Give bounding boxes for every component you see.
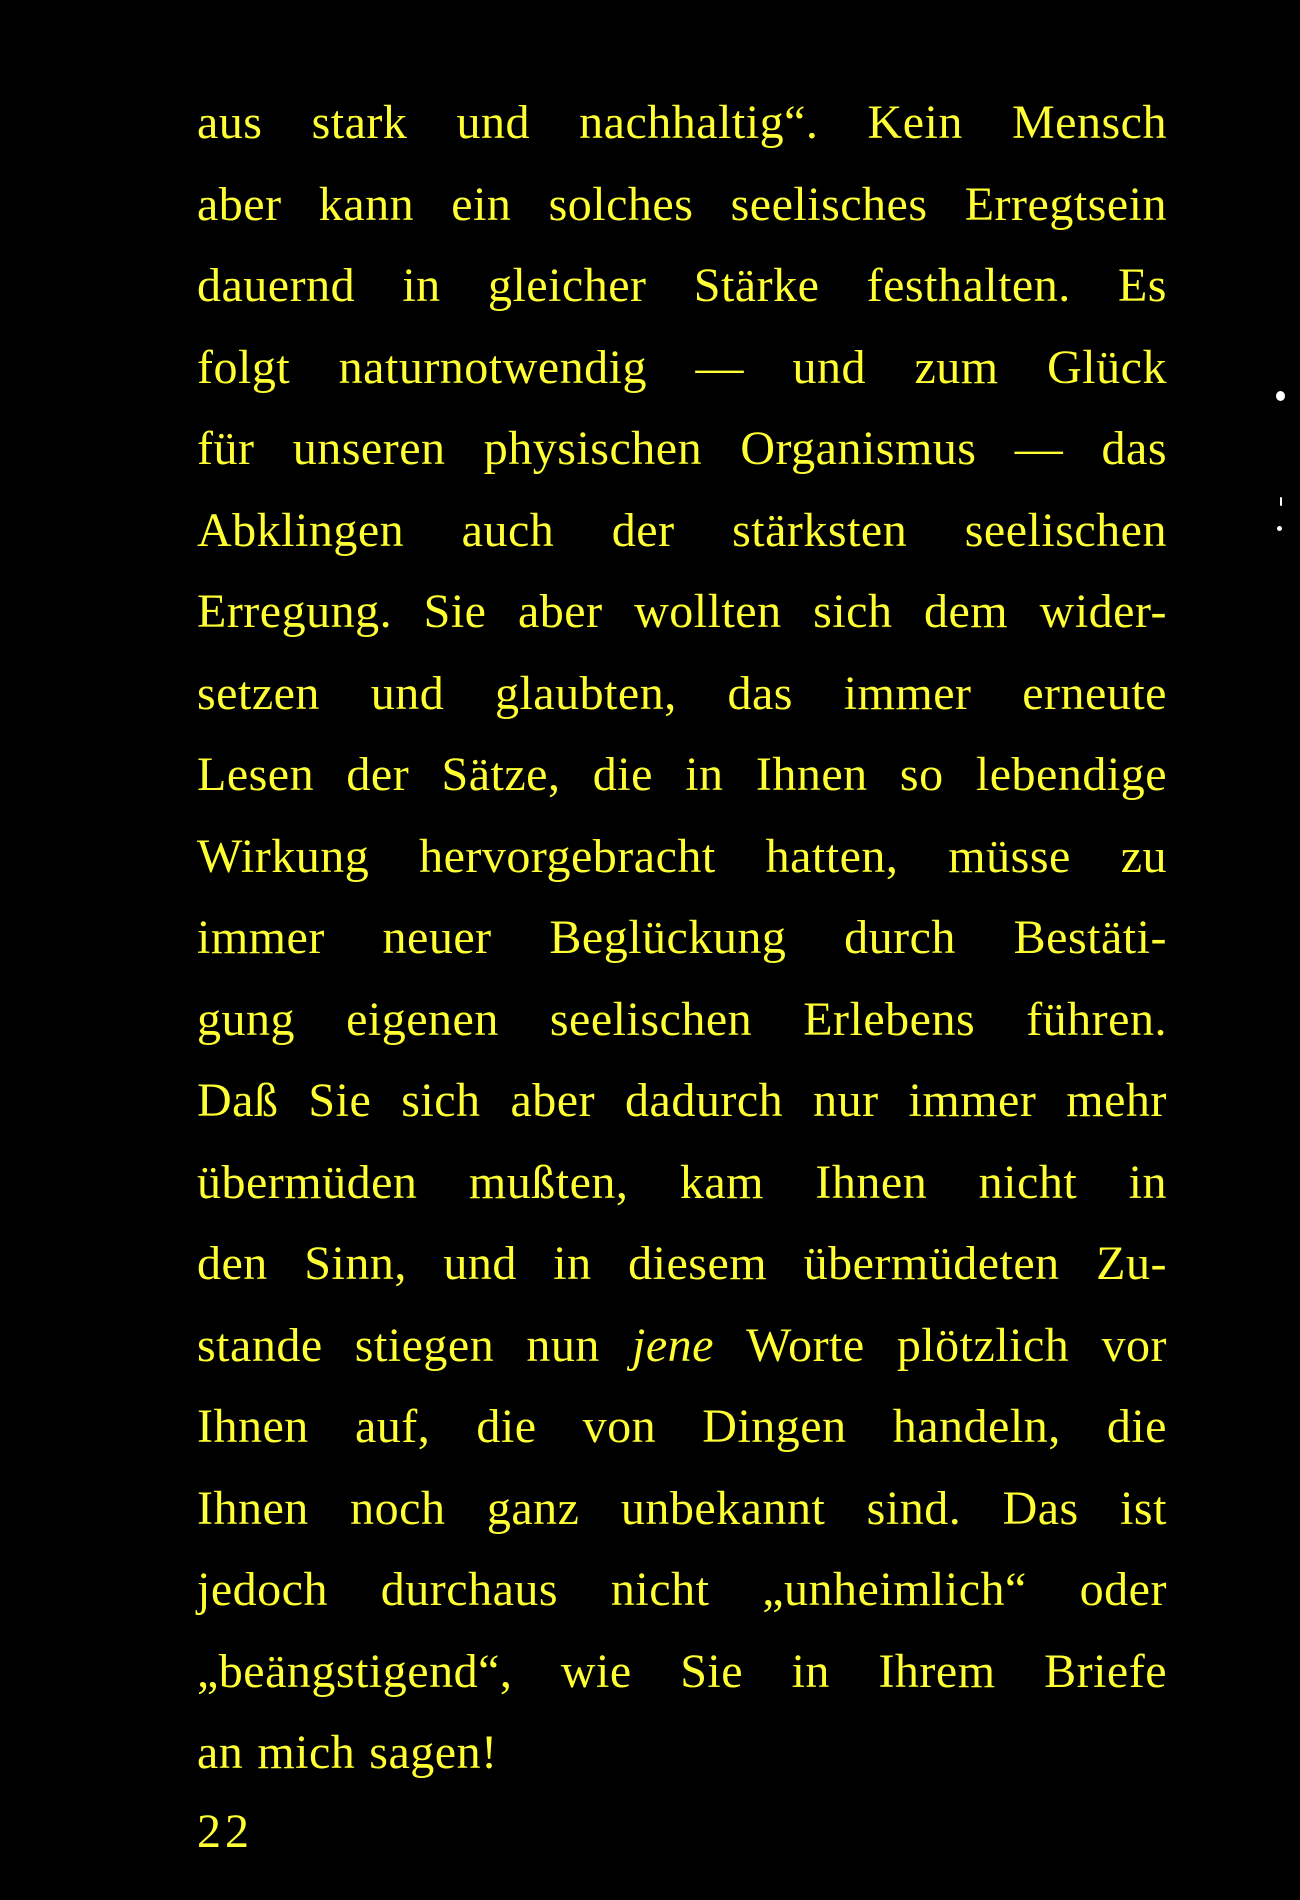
text-word: wollten (634, 585, 782, 638)
text-word: dauernd (197, 259, 356, 312)
text-word: stiegen (354, 1318, 495, 1372)
text-line (197, 1468, 1167, 1550)
text-line (197, 1305, 1167, 1387)
text-word: Kein (867, 96, 963, 149)
text-word: und (443, 1237, 517, 1290)
text-word: die (476, 1400, 537, 1453)
text-line (197, 1142, 1167, 1224)
text-word: nachhaltig“. (579, 96, 819, 149)
text-word: führen. (1026, 992, 1167, 1046)
text-word: aus (197, 96, 263, 149)
text-word: seelischen (549, 992, 753, 1046)
text-word: Lesen (197, 748, 315, 801)
text-word: immer (843, 666, 972, 720)
text-word: lebendige (975, 748, 1167, 801)
text-word: und (370, 666, 445, 720)
text-word: von (582, 1400, 657, 1453)
text-word: Ihnen (197, 1481, 309, 1535)
text-word: auf, (354, 1400, 431, 1453)
text-word: mußten, (468, 1155, 629, 1209)
text-word: Sie (680, 1644, 744, 1698)
text-line (197, 82, 1167, 164)
text-word: plötzlich (896, 1318, 1070, 1372)
text-word: seelischen (964, 503, 1167, 557)
page-number: 22 (197, 1805, 253, 1858)
text-word: noch (350, 1481, 446, 1535)
body-text (197, 82, 1167, 1794)
text-word: zum (914, 340, 999, 394)
text-word: das (727, 666, 793, 720)
text-word: und (792, 340, 866, 394)
text-line (197, 1631, 1167, 1713)
text-word: Wirkung (197, 829, 370, 883)
text-word: dadurch (625, 1074, 784, 1127)
text-word: den (197, 1237, 268, 1290)
text-word: aber (510, 1074, 596, 1127)
text-line (197, 1386, 1167, 1468)
scan-speck (1280, 497, 1282, 506)
text-word: Organismus (740, 422, 977, 475)
text-word: übermüden (197, 1155, 418, 1209)
text-line (197, 1060, 1167, 1142)
text-line (197, 164, 1167, 246)
text-word: aber (518, 585, 603, 638)
text-word: durchaus (380, 1563, 559, 1616)
text-word: Glück (1047, 340, 1167, 394)
text-line (197, 816, 1167, 898)
text-word: Ihnen (197, 1400, 309, 1453)
text-word: oder (1079, 1563, 1167, 1616)
text-line (197, 1223, 1167, 1305)
text-word: festhalten. (866, 259, 1071, 312)
text-word: seelisches (730, 177, 928, 231)
text-word: gung (197, 992, 295, 1046)
text-word: — (695, 340, 744, 394)
text-word: Es (1117, 259, 1167, 312)
text-word: „beängstigend“, (197, 1644, 513, 1698)
text-word: jedoch (197, 1563, 328, 1616)
text-word: stark (311, 96, 408, 149)
text-line (197, 653, 1167, 735)
text-word: eigenen (346, 992, 499, 1046)
text-word: hatten, (765, 829, 899, 883)
text-word: in (685, 748, 724, 801)
text-word: durch (844, 911, 956, 964)
text-word: ist (1120, 1481, 1167, 1535)
text-word: Ihrem (878, 1644, 996, 1698)
text-word: Stärke (693, 259, 820, 312)
text-line (197, 1712, 1167, 1794)
text-word: erneute (1022, 666, 1167, 720)
text-word: nicht (978, 1155, 1078, 1209)
text-word: Bestäti- (1013, 911, 1167, 964)
text-word: stärksten (732, 503, 908, 557)
scan-speck (1276, 391, 1285, 401)
text-word: handeln, (892, 1400, 1061, 1453)
text-word: ganz (486, 1481, 580, 1535)
text-word: dem (924, 585, 1009, 638)
text-word: in (791, 1644, 830, 1698)
text-word: übermüdeten (803, 1237, 1060, 1290)
text-line (197, 897, 1167, 979)
text-word: wider- (1039, 585, 1167, 638)
text-line (197, 245, 1167, 327)
text-word: in (553, 1237, 592, 1290)
text-word: für (197, 422, 255, 475)
text-word: Sie (423, 585, 487, 638)
text-word: gleicher (487, 259, 647, 312)
text-line (197, 490, 1167, 572)
text-word: das (1101, 422, 1167, 475)
text-word: Dingen (702, 1400, 847, 1453)
text-word: die (1106, 1400, 1167, 1453)
text-word: mich (257, 1726, 356, 1779)
text-word: zu (1120, 829, 1167, 883)
text-word: neuer (382, 911, 492, 964)
text-word: „unheimlich“ (762, 1563, 1027, 1616)
text-word: und (456, 96, 531, 149)
text-word: — (1014, 422, 1064, 475)
text-line (197, 1549, 1167, 1631)
text-word: nicht (610, 1563, 710, 1616)
text-word: Ihnen (815, 1155, 928, 1209)
text-word: Briefe (1044, 1644, 1167, 1698)
text-word: Sätze, (441, 748, 561, 801)
text-word: glaubten, (494, 666, 677, 720)
text-word: mehr (1066, 1074, 1167, 1127)
text-word: ein (451, 177, 512, 231)
text-word: naturnotwendig (338, 340, 647, 394)
text-word: Abklingen (197, 503, 405, 557)
text-word: kann (318, 177, 415, 231)
text-word: Zu- (1096, 1237, 1167, 1290)
text-word: der (346, 748, 410, 801)
text-word: Worte (746, 1318, 865, 1372)
text-word: Sinn, (304, 1237, 407, 1290)
text-word: so (899, 748, 944, 801)
text-word: in (1128, 1155, 1167, 1209)
text-word: aber (197, 177, 282, 231)
text-line (197, 327, 1167, 409)
text-word: Mensch (1011, 96, 1167, 149)
text-line (197, 734, 1167, 816)
text-word: vor (1101, 1318, 1167, 1372)
text-word: Das (1002, 1481, 1079, 1535)
text-line (197, 979, 1167, 1061)
text-word: Erlebens (803, 992, 976, 1046)
text-word: müsse (948, 829, 1071, 883)
text-word: sind. (866, 1481, 962, 1535)
text-line (197, 408, 1167, 490)
text-word: physischen (483, 422, 703, 475)
text-word: wie (560, 1644, 632, 1698)
text-word: solches (548, 177, 694, 231)
text-word: nun (526, 1318, 600, 1372)
text-word: Sie (308, 1074, 372, 1127)
text-word: sich (401, 1074, 481, 1127)
text-word: setzen (197, 666, 320, 720)
text-word: unbekannt (620, 1481, 826, 1535)
text-word: Daß (197, 1074, 279, 1127)
text-word: immer (908, 1074, 1037, 1127)
text-word: immer (197, 911, 325, 964)
text-word: sagen! (369, 1726, 498, 1779)
text-word: der (611, 503, 675, 557)
text-word: an (197, 1726, 244, 1779)
text-word: kam (679, 1155, 764, 1209)
text-word: nur (813, 1074, 879, 1127)
text-word: auch (461, 503, 555, 557)
text-word: unseren (292, 422, 446, 475)
text-word: Beglückung (549, 911, 787, 964)
text-line (197, 571, 1167, 653)
text-word: in (402, 259, 441, 312)
text-word: Erregtsein (964, 177, 1167, 231)
text-word: sich (813, 585, 893, 638)
text-word: folgt (197, 340, 291, 394)
text-word: stande (197, 1318, 323, 1372)
text-word: Erregung. (197, 585, 393, 638)
text-word: jene (632, 1318, 714, 1372)
text-word: die (592, 748, 653, 801)
text-word: hervorgebracht (419, 829, 716, 883)
scan-speck (1277, 526, 1282, 531)
text-word: Ihnen (755, 748, 868, 801)
text-word: diesem (628, 1237, 768, 1290)
